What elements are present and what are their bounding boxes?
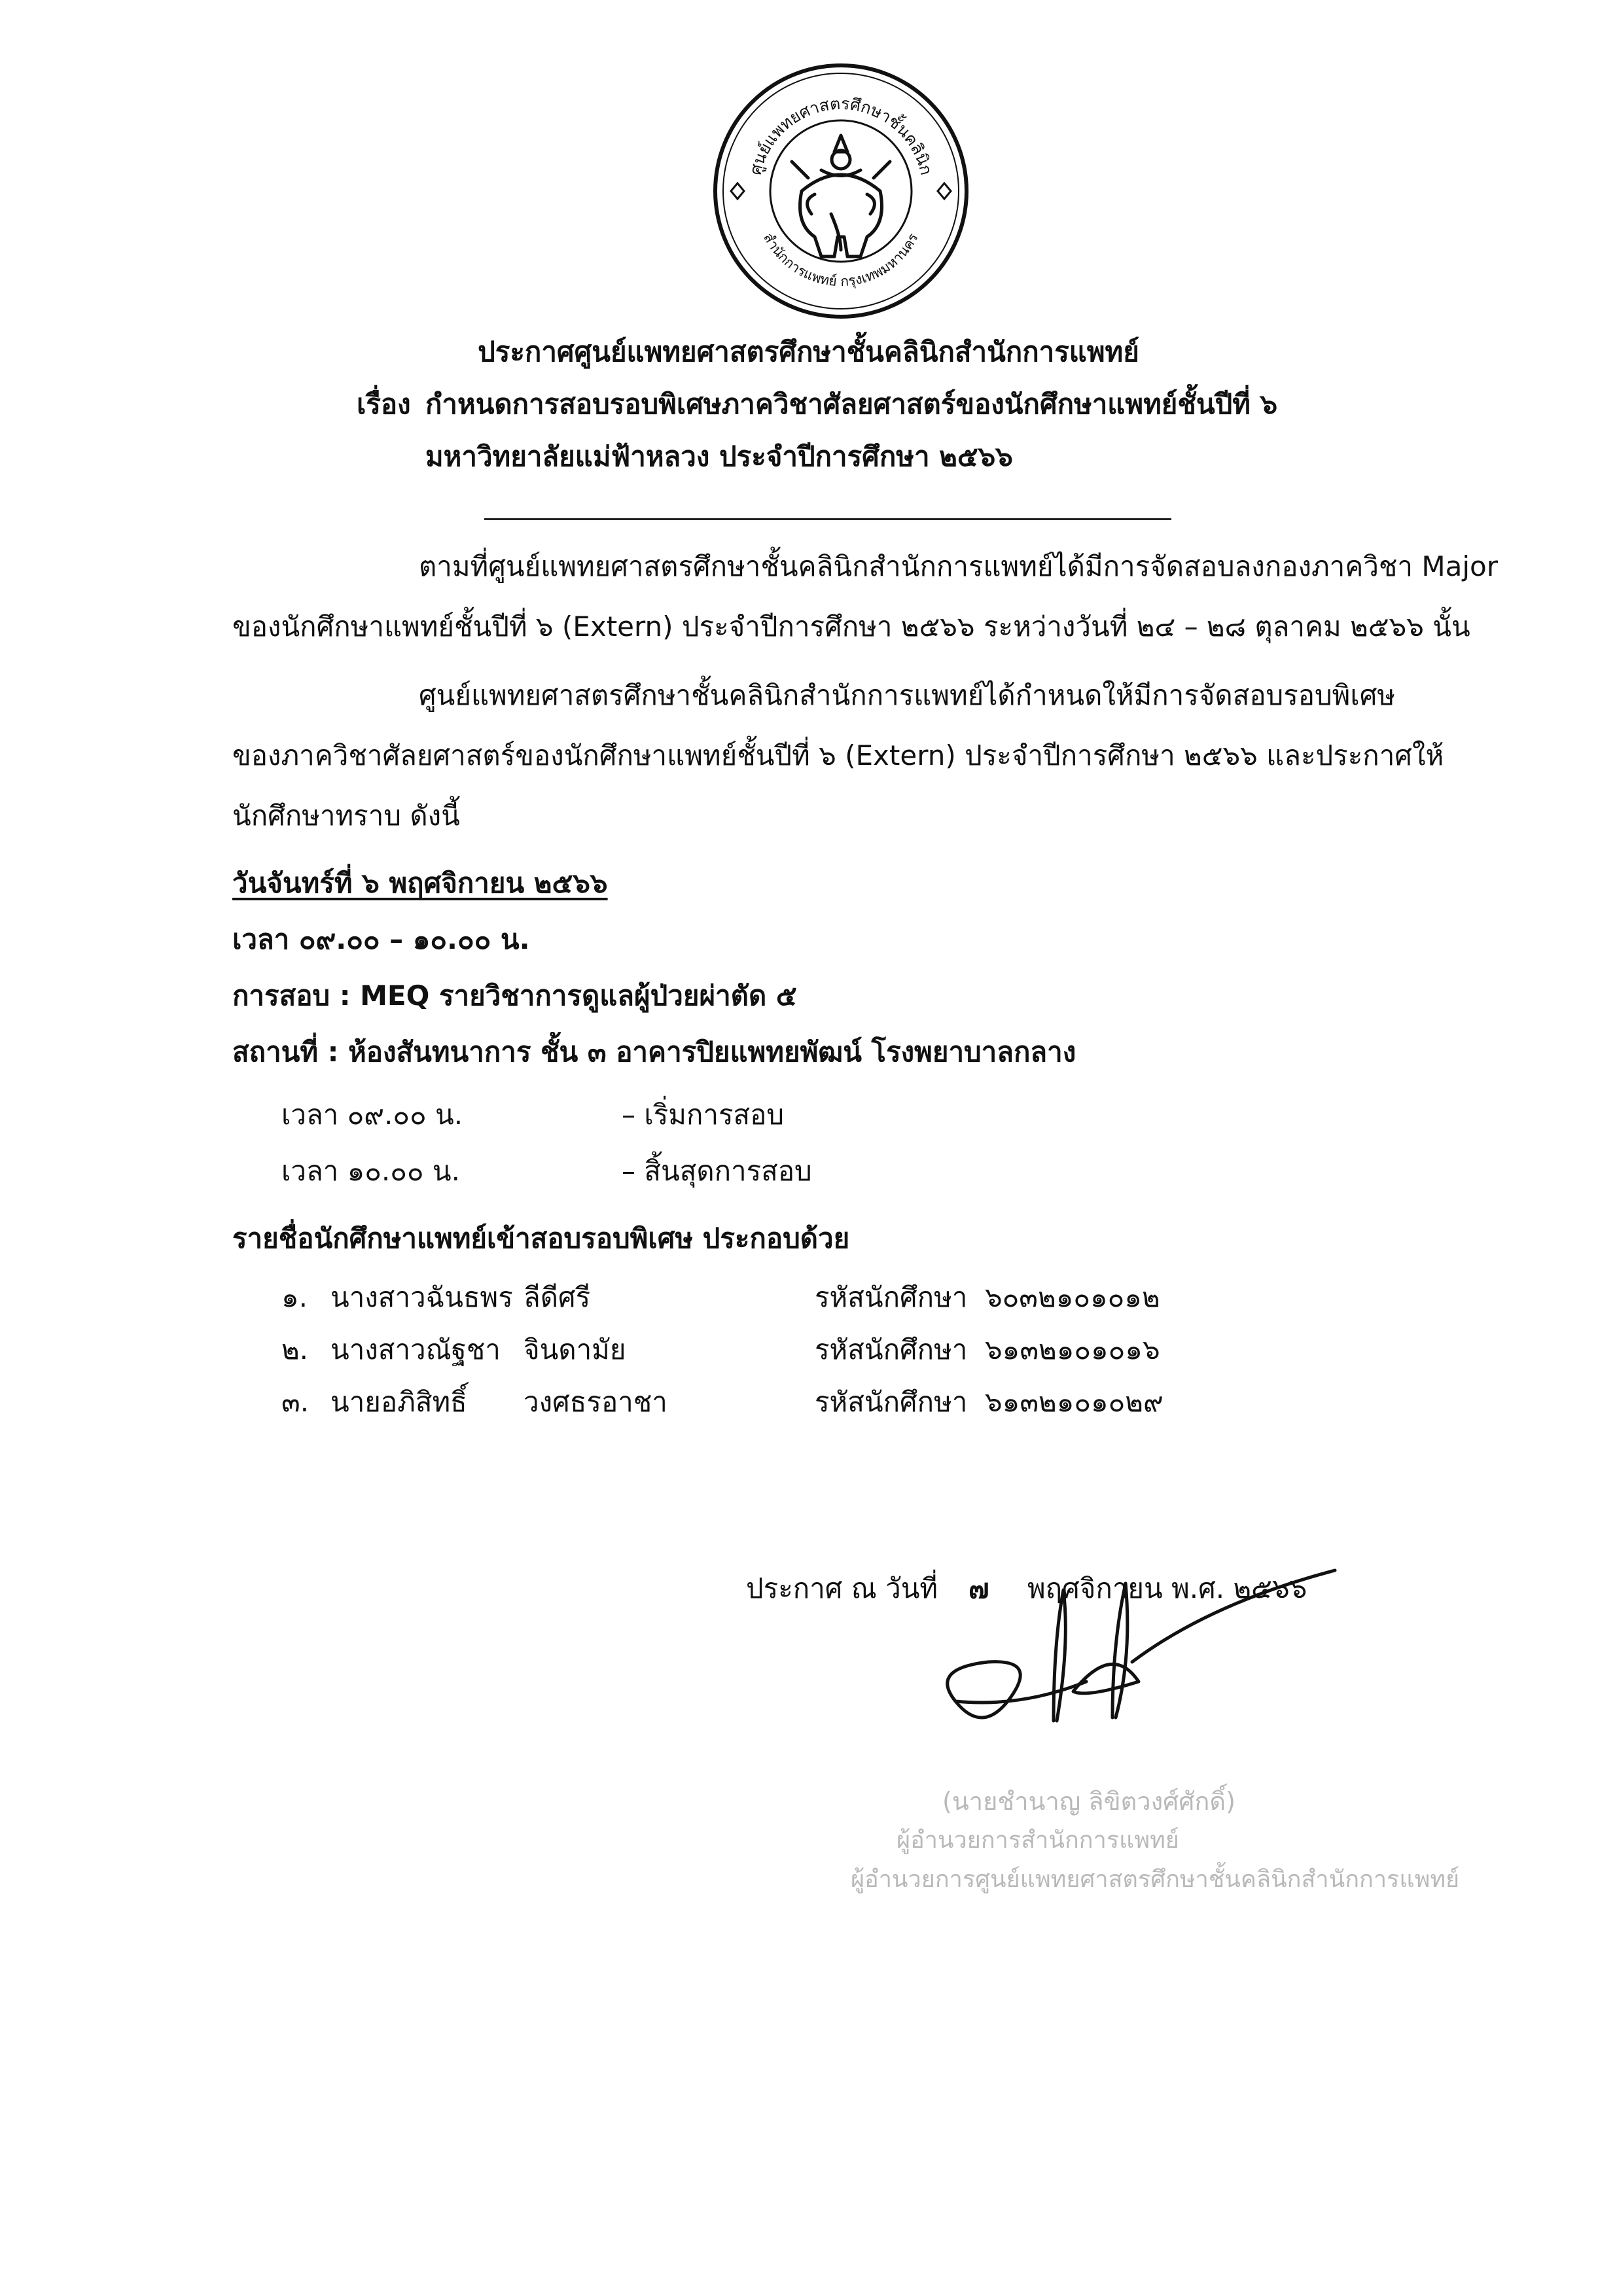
student-2-id: ๖๑๓๒๑๐๑๐๑๖ <box>985 1333 1160 1366</box>
header-divider <box>484 518 1171 520</box>
subject-line-1: กำหนดการสอบรอบพิเศษภาควิชาศัลยศาสตร์ของนักศึกษาแพทย์ชั้นปีที่ ๖ <box>425 388 1278 420</box>
schedule-time-end: เวลา ๑๐.๐๐ น. <box>281 1155 460 1187</box>
student-1-id: ๖๐๓๒๑๐๑๐๑๒ <box>985 1281 1160 1313</box>
announce-day: ๗ <box>968 1572 989 1604</box>
exam-place: สถานที่ : ห้องสันทนาการ ชั้น ๓ อาคารปิยแพทยพัฒน์ โรงพยาบาลกลาง <box>232 1036 1076 1068</box>
schedule-time-start: เวลา ๐๙.๐๐ น. <box>281 1099 463 1131</box>
student-1-number: ๑. <box>281 1281 308 1313</box>
student-1-first-name: นางสาวฉันธพร <box>330 1281 513 1313</box>
announcement-title: ประกาศศูนย์แพทยศาสตรศึกษาชั้นคลินิกสำนักการแพทย์ <box>478 336 1139 368</box>
student-3-id: ๖๑๓๒๑๐๑๐๒๙ <box>985 1386 1164 1418</box>
students-heading: รายชื่อนักศึกษาแพทย์เข้าสอบรอบพิเศษ ประกอบด้วย <box>232 1222 850 1254</box>
signer-position-1: ผู้อำนวยการสำนักการแพทย์ <box>897 1827 1179 1854</box>
student-2-number: ๒. <box>281 1333 309 1366</box>
exam-time: เวลา ๐๙.๐๐ – ๑๐.๐๐ น. <box>232 923 530 955</box>
announce-month-year: พฤศจิกายน พ.ศ. ๒๕๖๖ <box>1027 1572 1307 1604</box>
subject-label: เรื่อง <box>357 388 411 420</box>
paragraph-2-line-2: ของภาควิชาศัลยศาสตร์ของนักศึกษาแพทย์ชั้นปีที่ ๖ (Extern) ประจำปีการศึกษา ๒๕๖๖ และประกาศให้ <box>232 739 1444 771</box>
paragraph-2-line-3: นักศึกษาทราบ ดังนี้ <box>232 800 460 832</box>
organization-seal <box>710 60 972 322</box>
announce-date-prefix: ประกาศ ณ วันที่ <box>746 1572 938 1604</box>
student-2-first-name: นางสาวณัฐชา <box>330 1333 501 1366</box>
student-3-last-name: วงศธรอาชา <box>524 1386 667 1418</box>
schedule-event-end: – สิ้นสุดการสอบ <box>622 1155 812 1187</box>
schedule-event-start: – เริ่มการสอบ <box>622 1099 785 1131</box>
student-1-last-name: ลีดีศรี <box>524 1281 591 1313</box>
paragraph-1-line-2: ของนักศึกษาแพทย์ชั้นปีที่ ๖ (Extern) ประจำปีการศึกษา ๒๕๖๖ ระหว่างวันที่ ๒๔ – ๒๘ ตุลาคม ๒๕๖๖ นั้น <box>232 610 1470 643</box>
subject-line-2: มหาวิทยาลัยแม่ฟ้าหลวง ประจำปีการศึกษา ๒๕๖๖ <box>425 440 1013 472</box>
seal-top-text: ศูนย์แพทยศาสตรศึกษาชั้นคลินิก <box>745 94 936 177</box>
signer-name: (นายชำนาญ ลิขิตวงศ์ศักดิ์) <box>942 1787 1235 1816</box>
paragraph-2-line-1: ศูนย์แพทยศาสตรศึกษาชั้นคลินิกสำนักการแพทย์ได้กำหนดให้มีการจัดสอบรอบพิเศษ <box>419 679 1396 711</box>
student-3-id-label: รหัสนักศึกษา <box>815 1386 968 1418</box>
student-1-id-label: รหัสนักศึกษา <box>815 1281 968 1313</box>
student-2-last-name: จินดามัย <box>524 1333 626 1366</box>
signature-image <box>916 1564 1374 1760</box>
student-2-id-label: รหัสนักศึกษา <box>815 1333 968 1366</box>
student-3-first-name: นายอภิสิทธิ์ <box>330 1386 467 1418</box>
exam-date: วันจันทร์ที่ ๖ พฤศจิกายน ๒๕๖๖ <box>232 867 608 899</box>
seal-bottom-text: สำนักการแพทย์ กรุงเทพมหานคร <box>760 230 921 290</box>
exam-subject: การสอบ : MEQ รายวิชาการดูแลผู้ป่วยผ่าตัด ๕ <box>232 980 797 1012</box>
paragraph-1-line-1: ตามที่ศูนย์แพทยศาสตรศึกษาชั้นคลินิกสำนักการแพทย์ได้มีการจัดสอบลงกองภาควิชา Major <box>419 550 1498 582</box>
signer-position-2: ผู้อำนวยการศูนย์แพทยศาสตรศึกษาชั้นคลินิกสำนักการแพทย์ <box>851 1866 1460 1893</box>
student-3-number: ๓. <box>281 1386 310 1418</box>
